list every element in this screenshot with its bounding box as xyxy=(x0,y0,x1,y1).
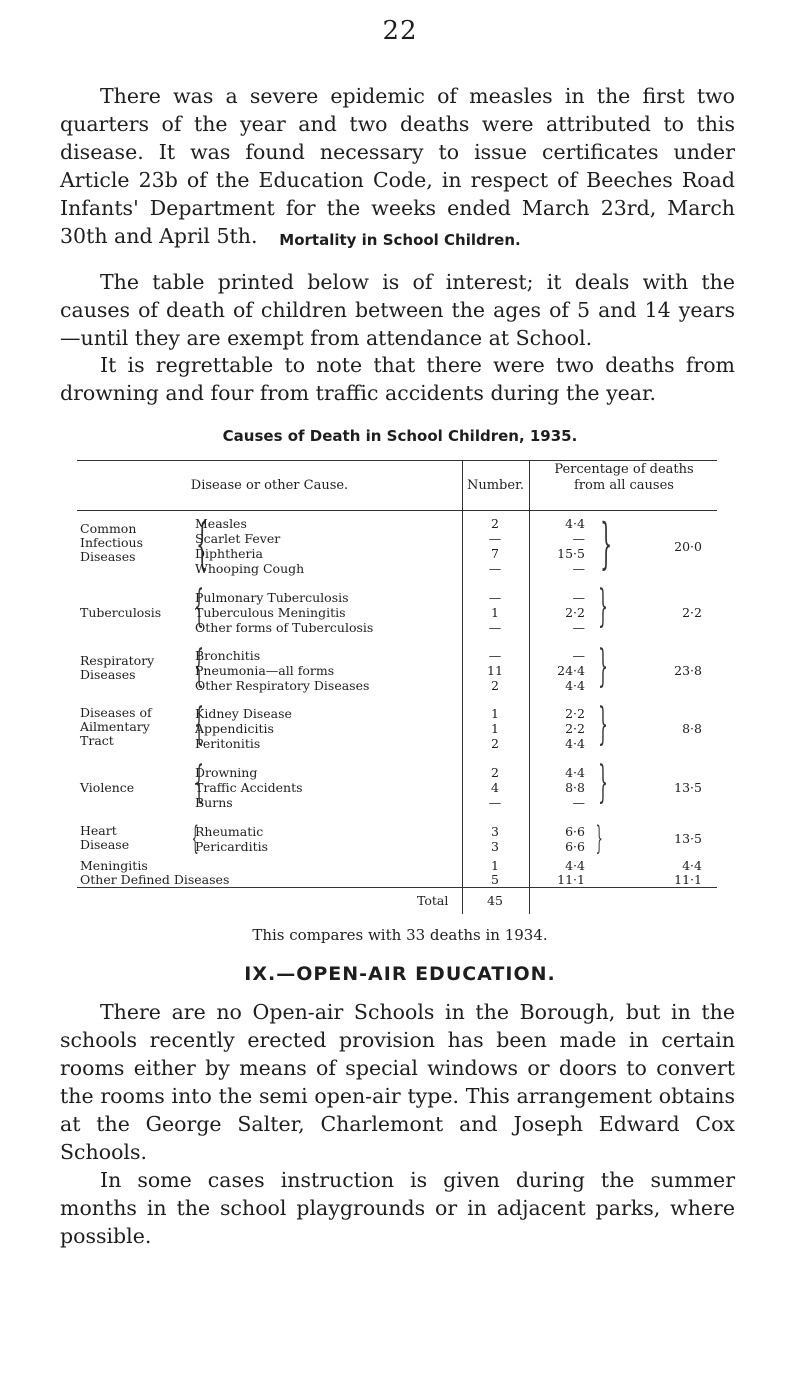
row-number: 1 xyxy=(491,706,499,721)
row-pct: 8·8 xyxy=(565,780,585,795)
row-label: Peritonitis xyxy=(195,736,261,751)
row-number: 2 xyxy=(491,736,499,751)
mortality-paragraph-1: The table printed below is of interest; it deals with the causes of death of children between the ages of 5 and 14 years —until they are exempt from attendance at School. xyxy=(60,270,735,350)
row-number: — xyxy=(488,590,502,605)
open-air-paragraph-1: There are no Open-air Schools in the Borough, but in the schools recently erected provision has been made in certain rooms either by means of special windows or doors to convert the rooms into the semi open-air type. This arrangement obtains at the George Salter, Charlemont and Joseph Edward Cox Schools. xyxy=(60,1000,735,1164)
group-name: Respiratory Diseases xyxy=(80,653,155,682)
row-pct: 4·4 xyxy=(565,678,585,693)
row-pct: 6·6 xyxy=(565,824,585,839)
row-number: 2 xyxy=(491,516,499,531)
row-label: Bronchitis xyxy=(195,648,261,663)
row-pct: — xyxy=(572,561,585,576)
single-label: Meningitis xyxy=(80,858,148,873)
group-pct: 2·2 xyxy=(682,605,702,620)
group-name: Tuberculosis xyxy=(80,605,162,620)
row-label: Traffic Accidents xyxy=(195,780,303,795)
group-name: Common Infectious Diseases xyxy=(80,521,144,564)
row-pct: 2·2 xyxy=(565,605,585,620)
group-close-brace: } xyxy=(600,512,613,575)
row-number: — xyxy=(488,531,502,546)
group-pct: 13·5 xyxy=(674,780,702,795)
table-top-rule xyxy=(77,460,717,461)
row-label: Appendicitis xyxy=(195,721,274,736)
group-name: Violence xyxy=(80,780,135,795)
row-pct: 4·4 xyxy=(565,516,585,531)
row-pct: 4·4 xyxy=(565,736,585,751)
row-label: Scarlet Fever xyxy=(195,531,281,546)
row-number: — xyxy=(488,795,502,810)
row-label: Drowning xyxy=(195,765,258,780)
row-pct: 4·4 xyxy=(565,858,585,873)
group-brace: { xyxy=(194,699,204,750)
row-pct: 2·2 xyxy=(565,721,585,736)
group-pct: 23·8 xyxy=(674,663,702,678)
group-brace: { xyxy=(194,757,204,808)
row-pct: — xyxy=(572,648,585,663)
mortality-heading: Mortality in School Children. xyxy=(279,231,521,249)
row-number: 1 xyxy=(491,605,499,620)
row-label: Pulmonary Tuberculosis xyxy=(195,590,349,605)
row-number: 7 xyxy=(491,546,499,561)
table-header-rule xyxy=(77,510,717,511)
total-label: Total xyxy=(417,893,449,908)
single-label: Other Defined Diseases xyxy=(80,872,230,887)
row-label: Kidney Disease xyxy=(195,706,292,721)
group-close-brace: } xyxy=(595,819,603,857)
row-number: 2 xyxy=(491,678,499,693)
row-label: Other Respiratory Diseases xyxy=(195,678,370,693)
group-brace: { xyxy=(191,819,199,857)
row-pct: — xyxy=(572,531,585,546)
causes-of-death-table xyxy=(77,460,717,920)
row-pct: — xyxy=(572,620,585,635)
header-number: Number. xyxy=(466,478,524,493)
row-number: — xyxy=(488,561,502,576)
intro-paragraph: There was a severe epidemic of measles in the first two quarters of the year and two deaths were attributed to this disease. It was found necessary to issue certificates under Article 23b of the Education Code, in respect of Beeches Road Infants' Department for the weeks ended March 23rd, March 30th and April 5th. xyxy=(60,84,735,248)
row-label: Pneumonia—all forms xyxy=(195,663,335,678)
group-pct: 20·0 xyxy=(674,539,702,554)
group-brace: { xyxy=(194,581,204,632)
row-number: 11 xyxy=(487,663,503,678)
group-brace: { xyxy=(196,512,209,575)
row-number: — xyxy=(488,620,502,635)
row-pct: 4·4 xyxy=(565,765,585,780)
row-number: 3 xyxy=(491,824,499,839)
column-divider-1 xyxy=(462,460,463,914)
row-pct: 6·6 xyxy=(565,839,585,854)
header-percentage: Percentage of deaths from all causes xyxy=(554,462,694,493)
group-pct: 11·1 xyxy=(674,872,702,887)
row-pct: — xyxy=(572,590,585,605)
group-brace: { xyxy=(194,641,204,692)
row-number: — xyxy=(488,648,502,663)
group-close-brace: } xyxy=(598,581,608,632)
header-disease: Disease or other Cause. xyxy=(190,478,349,493)
total-number: 45 xyxy=(487,893,503,908)
table-bottom-rule xyxy=(77,887,717,888)
group-close-brace: } xyxy=(598,757,608,808)
row-label: Pericarditis xyxy=(195,839,269,854)
row-pct: 24·4 xyxy=(557,663,585,678)
table-title: Causes of Death in School Children, 1935. xyxy=(222,427,578,445)
row-number: 2 xyxy=(491,765,499,780)
row-number: 3 xyxy=(491,839,499,854)
group-pct: 13·5 xyxy=(674,831,702,846)
page-number: 22 xyxy=(382,16,418,46)
group-pct: 4·4 xyxy=(682,858,702,873)
row-label: Tuberculous Meningitis xyxy=(195,605,346,620)
row-label: Other forms of Tuberculosis xyxy=(195,620,374,635)
group-pct: 8·8 xyxy=(682,721,702,736)
group-close-brace: } xyxy=(598,699,608,750)
row-number: 1 xyxy=(491,721,499,736)
row-pct: 2·2 xyxy=(565,706,585,721)
row-number: 1 xyxy=(491,858,499,873)
row-label: Whooping Cough xyxy=(195,561,305,576)
row-number: 5 xyxy=(491,872,499,887)
row-label: Diphtheria xyxy=(195,546,263,561)
table-footnote: This compares with 33 deaths in 1934. xyxy=(252,926,548,944)
group-name: Diseases of Ailmentary Tract xyxy=(80,705,152,748)
section-heading: IX.—OPEN-AIR EDUCATION. xyxy=(244,963,556,985)
column-divider-2 xyxy=(529,460,530,914)
row-label: Measles xyxy=(195,516,247,531)
row-label: Burns xyxy=(195,795,233,810)
row-pct: — xyxy=(572,795,585,810)
group-close-brace: } xyxy=(598,641,608,692)
open-air-paragraph-2: In some cases instruction is given during the summer months in the school playgrounds or in adjacent parks, where possible. xyxy=(60,1168,735,1248)
row-number: 4 xyxy=(491,780,499,795)
row-label: Rheumatic xyxy=(195,824,264,839)
mortality-paragraph-2: It is regrettable to note that there were two deaths from drowning and four from traffic accidents during the year. xyxy=(60,353,735,405)
row-pct: 11·1 xyxy=(557,872,585,887)
group-name: Heart Disease xyxy=(80,823,130,852)
row-pct: 15·5 xyxy=(557,546,585,561)
